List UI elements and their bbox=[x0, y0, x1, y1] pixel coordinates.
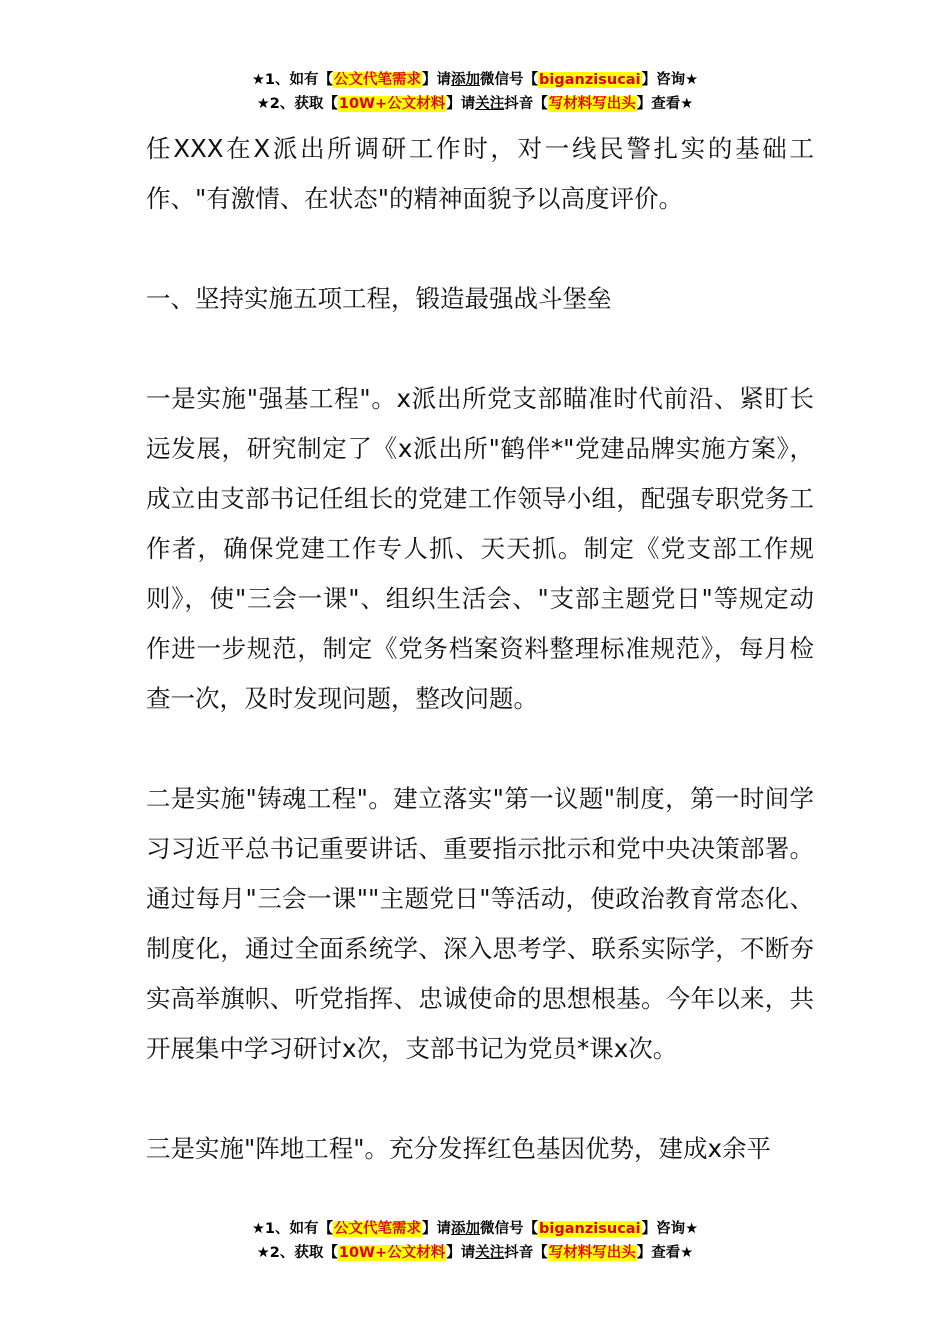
banner-line-1 bbox=[0, 1217, 950, 1241]
highlight-wechat-id: biganzisucai bbox=[539, 72, 641, 88]
highlight-materials: 10W+公文材料 bbox=[338, 1245, 446, 1261]
banner-text: 】查看★ bbox=[636, 96, 694, 112]
banner-text: 】查看★ bbox=[636, 1245, 694, 1261]
top-banner bbox=[0, 68, 950, 116]
bottom-banner bbox=[0, 1217, 950, 1265]
banner-text: 】咨询★ bbox=[641, 1221, 699, 1237]
banner-text: 微信号【 bbox=[480, 72, 539, 88]
highlight-service: 公文代笔需求 bbox=[334, 72, 422, 88]
highlight-douyin: 写材料写出头 bbox=[548, 96, 636, 112]
banner-text: ★1、如有【 bbox=[251, 1221, 334, 1237]
banner-text: 微信号【 bbox=[480, 1221, 539, 1237]
banner-line-2 bbox=[0, 1241, 950, 1265]
banner-text: 】请 bbox=[422, 72, 452, 88]
underline-follow: 关注 bbox=[475, 96, 505, 112]
banner-line-1 bbox=[0, 68, 950, 92]
document-body bbox=[146, 124, 814, 1174]
paragraph-gap bbox=[146, 724, 814, 774]
banner-text: ★1、如有【 bbox=[251, 72, 334, 88]
paragraph-one: 一是实施"强基工程"。x派出所党支部瞄准时代前沿、紧盯长远发展，研究制定了《x派出所"鹤伴*"党建品牌实施方案》，成立由支部书记任组长的党建工作领导小组，配强专职党务工作者，确保党建工作专人抓、天天抓。制定《党支部工作规则》，使"三会一课"、组织生活会、"支部主题党日"等规定动作进一步规范，制定《党务档案资料整理标准规范》，每月检查一次，及时发现问题，整改问题。 bbox=[146, 384, 814, 713]
banner-text: 抖音【 bbox=[504, 1245, 548, 1261]
paragraph-gap bbox=[146, 324, 814, 374]
banner-text: ★2、获取【 bbox=[256, 96, 338, 112]
paragraph-gap bbox=[146, 224, 814, 274]
banner-text: 】请 bbox=[446, 1245, 476, 1261]
banner-line-2 bbox=[0, 92, 950, 116]
highlight-douyin: 写材料写出头 bbox=[548, 1245, 636, 1261]
banner-text: ★2、获取【 bbox=[256, 1245, 338, 1261]
banner-text: 抖音【 bbox=[504, 96, 548, 112]
paragraph-gap bbox=[146, 1074, 814, 1124]
paragraph-two: 二是实施"铸魂工程"。建立落实"第一议题"制度，第一时间学习习近平总书记重要讲话、重要指示批示和党中央决策部署。通过每月"三会一课""主题党日"等活动，使政治教育常态化、制度化，通过全面系统学、深入思考学、联系实际学，不断夯实高举旗帜、听党指挥、忠诚使命的思想根基。今年以来，共开展集中学习研讨x次，支部书记为党员*课x次。 bbox=[146, 784, 814, 1063]
highlight-materials: 10W+公文材料 bbox=[338, 96, 446, 112]
banner-text: 】请 bbox=[446, 96, 476, 112]
intro-paragraph: 任XXX在X派出所调研工作时，对一线民警扎实的基础工作、"有激情、在状态"的精神面貌予以高度评价。 bbox=[146, 134, 814, 213]
highlight-service: 公文代笔需求 bbox=[334, 1221, 422, 1237]
paragraph-three: 三是实施"阵地工程"。充分发挥红色基因优势，建成x余平 bbox=[146, 1134, 772, 1163]
section-heading: 一、坚持实施五项工程，锻造最强战斗堡垒 bbox=[146, 284, 612, 313]
underline-add: 添加 bbox=[451, 72, 481, 88]
banner-text: 】请 bbox=[422, 1221, 452, 1237]
banner-text: 】咨询★ bbox=[641, 72, 699, 88]
underline-follow: 关注 bbox=[475, 1245, 505, 1261]
underline-add: 添加 bbox=[451, 1221, 481, 1237]
highlight-wechat-id: biganzisucai bbox=[539, 1221, 641, 1237]
